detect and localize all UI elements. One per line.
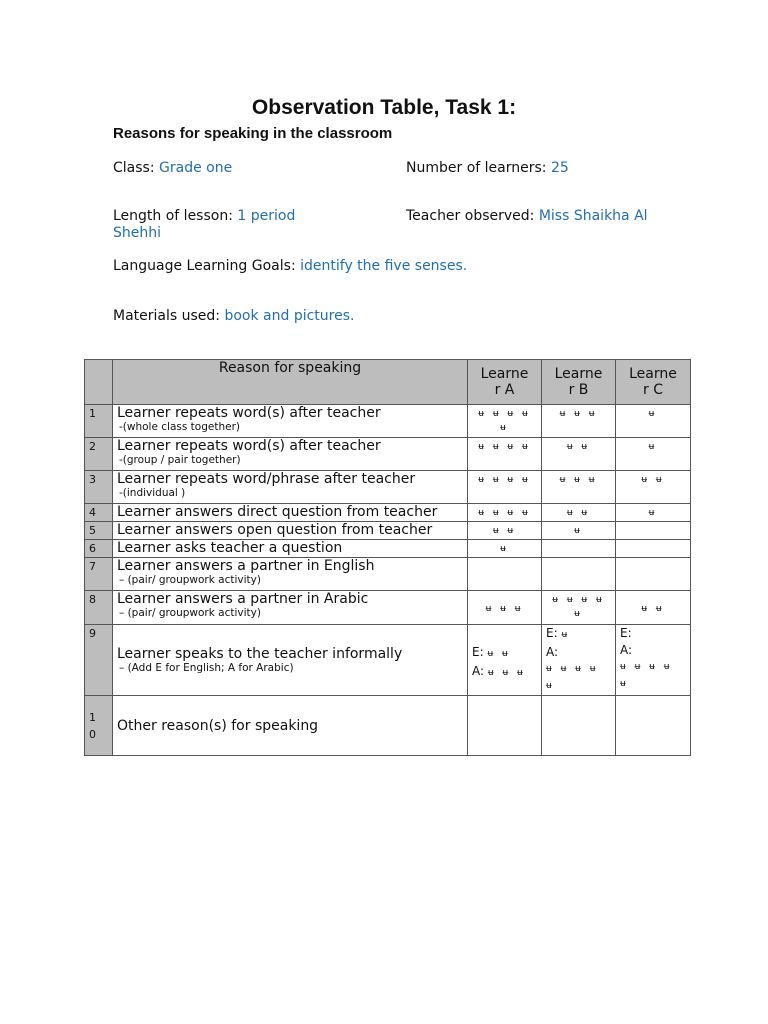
learner-c-tally: ʉ ʉ: [616, 591, 691, 625]
learner-b-tally: ʉ: [542, 522, 616, 540]
reason-text: Learner repeats word/phrase after teacher: [117, 471, 416, 487]
reason-text: Learner answers direct question from teacher: [113, 504, 468, 522]
table-header-row: [85, 360, 691, 405]
learners-value: 25: [550, 160, 569, 176]
reason-note: -(whole class together): [119, 421, 240, 433]
learner-a-english-line: [472, 644, 537, 663]
length-value: 1 period: [237, 208, 296, 224]
reason-cell: [113, 591, 468, 625]
learner-a-tally: ʉ ʉ ʉ ʉ: [468, 504, 542, 522]
reason-note: -(individual ): [119, 487, 186, 499]
learner-a-tally: ʉ: [468, 540, 542, 558]
english-label: E:: [546, 626, 558, 640]
table-row: [85, 591, 691, 625]
learner-c-tally: ʉ ʉ: [616, 471, 691, 504]
reason-cell: [113, 405, 468, 438]
reason-note: -(group / pair together): [119, 454, 241, 466]
header-num-cell: [85, 360, 113, 405]
header-reason: Reason for speaking: [113, 360, 468, 405]
materials-label: Materials used:: [113, 308, 221, 324]
table-row: [85, 522, 691, 540]
row-number: 4: [85, 504, 113, 522]
teacher-value-continued: Shehhi: [113, 225, 162, 241]
reason-cell: [113, 558, 468, 591]
row-number: 8: [85, 591, 113, 625]
header-learner-b-line2: r B: [568, 382, 589, 398]
reason-cell: [113, 625, 468, 696]
row-number: 9: [85, 625, 113, 696]
length-field: [113, 208, 295, 224]
header-learner-b-line1: Learne: [554, 366, 603, 382]
page-subtitle: Reasons for speaking in the classroom: [113, 125, 393, 142]
learner-a-informal: [468, 625, 542, 696]
learner-b-tally: ʉ ʉ: [542, 504, 616, 522]
learner-a-tally: [468, 558, 542, 591]
reason-text: Learner answers a partner in English: [117, 558, 375, 574]
class-field: [113, 160, 232, 176]
row-number: 7: [85, 558, 113, 591]
arabic-label: A:: [546, 645, 559, 659]
goals-value: identify the five senses.: [300, 258, 468, 274]
goals-label: Language Learning Goals:: [113, 258, 296, 274]
table-row: [85, 625, 691, 696]
learner-b-english-line: [546, 625, 611, 644]
table-row: [85, 558, 691, 591]
teacher-field: [406, 208, 648, 224]
table-row: [85, 540, 691, 558]
row-number-digit-1: 1: [89, 710, 96, 724]
arabic-label: A:: [472, 664, 485, 678]
learners-label: Number of learners:: [406, 160, 547, 176]
header-learner-c-line1: Learne: [629, 366, 677, 382]
learner-c-informal: [616, 625, 691, 696]
class-value: Grade one: [159, 160, 233, 176]
learner-b-tally: [542, 558, 616, 591]
length-label: Length of lesson:: [113, 208, 233, 224]
english-label: E:: [472, 645, 484, 659]
learner-c-tally: ʉ: [616, 405, 691, 438]
observation-table: [84, 359, 691, 756]
reason-text: Other reason(s) for speaking: [113, 696, 468, 756]
reason-text: Learner repeats word(s) after teacher: [117, 405, 381, 421]
learner-b-tally: ʉ ʉ ʉ: [542, 471, 616, 504]
learner-b-tally: [542, 696, 616, 756]
reason-text: Learner speaks to the teacher informally: [117, 645, 403, 662]
header-learner-a-line1: Learne: [480, 366, 529, 382]
table-row: [85, 696, 691, 756]
reason-text: Learner answers open question from teacher: [113, 522, 468, 540]
header-learner-c: [616, 360, 691, 405]
learner-c-tally: [616, 558, 691, 591]
row-number-digit-2: 0: [89, 727, 96, 741]
row-number: 6: [85, 540, 113, 558]
reason-text: Learner answers a partner in Arabic: [117, 591, 369, 607]
learner-c-tally: ʉ: [616, 438, 691, 471]
learner-c-tally: [616, 696, 691, 756]
table-row: [85, 405, 691, 438]
goals-field: [113, 258, 467, 274]
learner-a-arabic-line: [472, 663, 537, 682]
row-number: 2: [85, 438, 113, 471]
row-number: 3: [85, 471, 113, 504]
learner-a-tally: [468, 696, 542, 756]
learner-a-english-tally: ʉ ʉ: [487, 649, 511, 659]
row-number: [85, 696, 113, 756]
reason-note: – (Add E for English; A for Arabic): [119, 661, 294, 674]
learner-b-tally: ʉ ʉ ʉ: [542, 405, 616, 438]
row-number: 5: [85, 522, 113, 540]
learner-b-tally: [542, 540, 616, 558]
page-title: Observation Table, Task 1:: [251, 96, 517, 119]
learner-b-arabic-tally: ʉ ʉ ʉ ʉ ʉ: [546, 664, 599, 691]
learner-a-tally: ʉ ʉ ʉ ʉ ʉ: [468, 405, 542, 438]
learner-a-tally: ʉ ʉ ʉ ʉ: [468, 471, 542, 504]
table-row: [85, 438, 691, 471]
table-row: [85, 471, 691, 504]
reason-text: Learner asks teacher a question: [113, 540, 468, 558]
header-learner-b: [542, 360, 616, 405]
learner-c-arabic-tally: ʉ ʉ ʉ ʉ ʉ: [620, 662, 673, 689]
header-learner-a-line2: r A: [494, 382, 515, 398]
reason-note: – (pair/ groupwork activity): [119, 574, 261, 586]
learner-c-tally: [616, 522, 691, 540]
row-number: 1: [85, 405, 113, 438]
teacher-value: Miss Shaikha Al: [538, 208, 648, 224]
learners-field: [406, 160, 569, 176]
arabic-label: A:: [620, 643, 633, 657]
table-row: [85, 504, 691, 522]
class-label: Class:: [113, 160, 155, 176]
reason-text: Learner repeats word(s) after teacher: [117, 438, 381, 454]
reason-cell: [113, 438, 468, 471]
learner-a-tally: ʉ ʉ ʉ ʉ: [468, 438, 542, 471]
learner-b-tally: ʉ ʉ: [542, 438, 616, 471]
learner-b-informal: [542, 625, 616, 696]
learner-c-tally: [616, 540, 691, 558]
learner-b-tally: ʉ ʉ ʉ ʉ ʉ: [542, 591, 616, 625]
learner-c-tally: ʉ: [616, 504, 691, 522]
learner-a-arabic-tally: ʉ ʉ ʉ: [487, 668, 526, 678]
english-label: E:: [620, 626, 632, 640]
teacher-label: Teacher observed:: [406, 208, 535, 224]
header-learner-c-line2: r C: [643, 382, 663, 398]
materials-field: [113, 308, 354, 324]
header-learner-a: [468, 360, 542, 405]
learner-a-tally: ʉ ʉ: [468, 522, 542, 540]
reason-cell: [113, 471, 468, 504]
learner-b-english-tally: ʉ: [561, 630, 571, 640]
learner-a-tally: ʉ ʉ ʉ: [468, 591, 542, 625]
reason-note: – (pair/ groupwork activity): [119, 607, 261, 619]
materials-value: book and pictures.: [224, 308, 355, 324]
